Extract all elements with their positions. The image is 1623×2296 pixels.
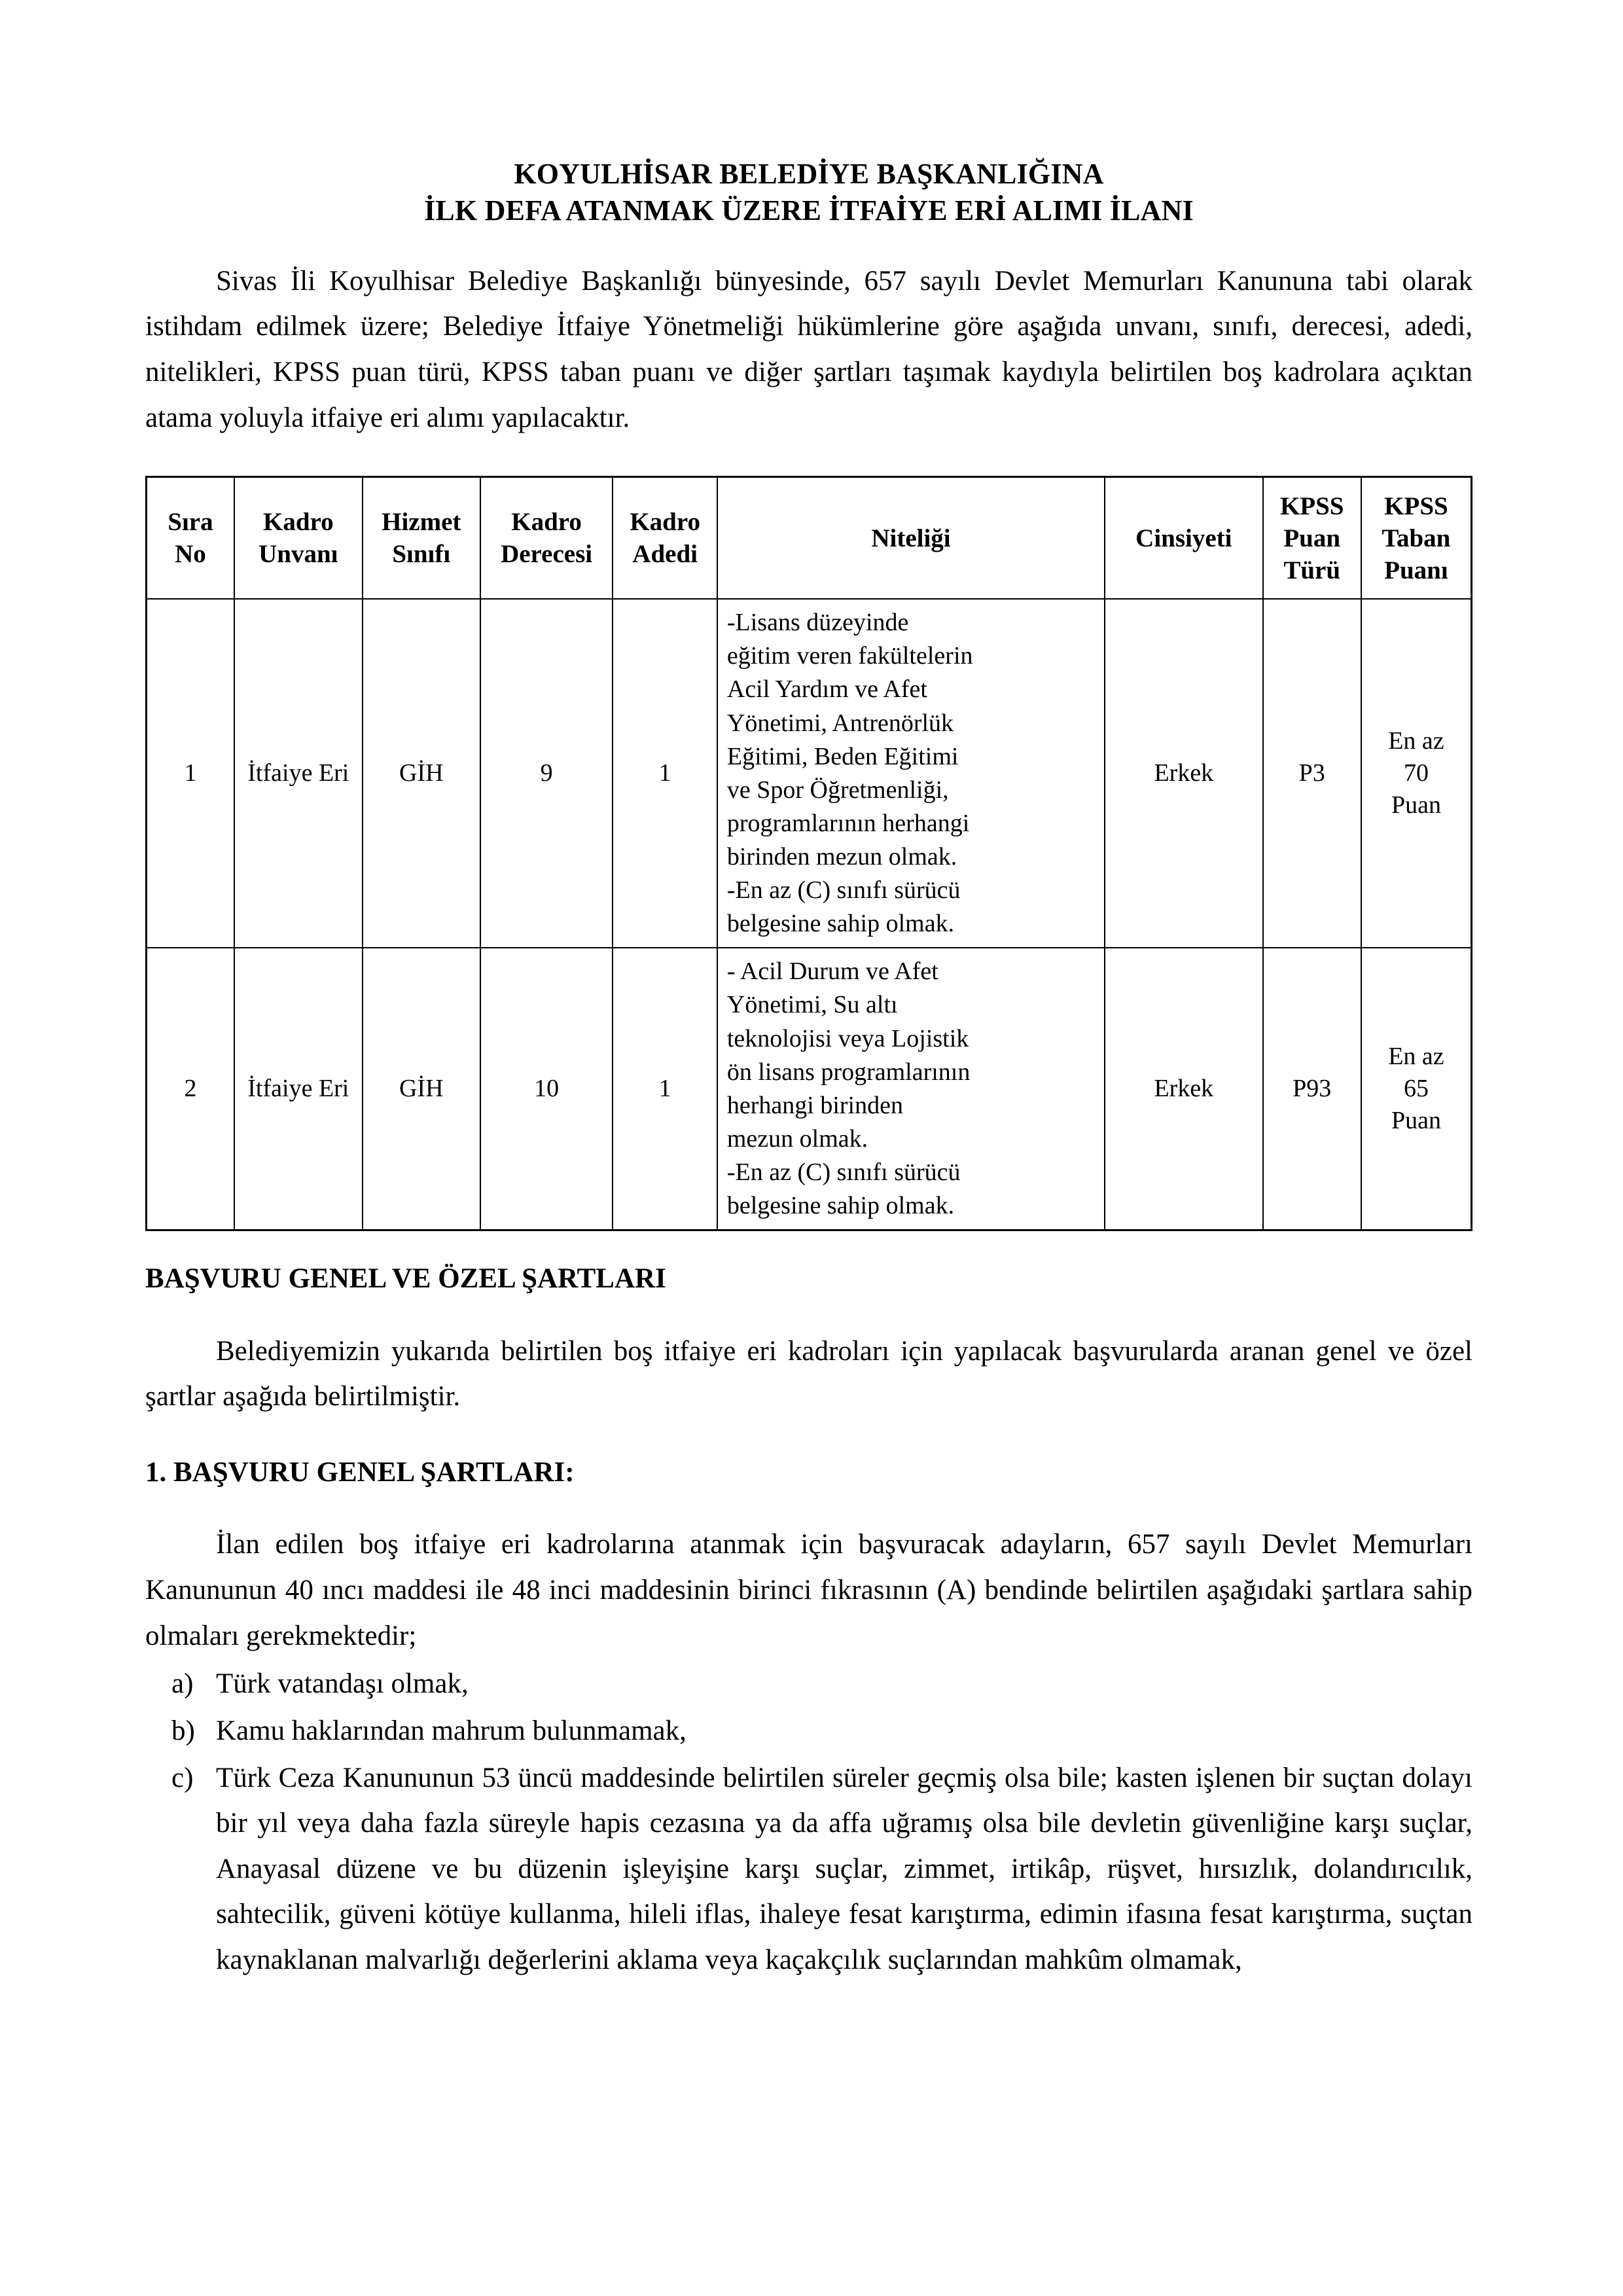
intro-paragraph: Sivas İli Koyulhisar Belediye Başkanlığı bünyesinde, 657 sayılı Devlet Memurları Kanununa tabi olarak istihdam edilmek üzere; Belediye İtfaiye Yönetmeliği hükümlerine göre aşağıda unvanı, sınıfı, derecesi, adedi, nitelikleri, KPSS puan türü, KPSS taban puanı ve diğer şartları taşımak kaydıyla belirtilen boş kadrolara açıktan atama yoluyla itfaiye eri alımı yapılacaktır. xyxy=(145,265,1472,433)
col-header-kpss-puan-turu: KPSS Puan Türü xyxy=(1263,477,1361,600)
list-item xyxy=(145,1755,1472,1983)
list-item-text: Türk vatandaşı olmak, xyxy=(216,1668,469,1700)
title-line-1: KOYULHİSAR BELEDİYE BAŞKANLIĞINA xyxy=(514,158,1104,190)
cell-kadro-unvani: İtfaiye Eri xyxy=(234,948,363,1230)
kadro-table xyxy=(145,476,1472,1231)
cell-sira-no: 1 xyxy=(147,599,234,948)
col-header-kadro-unvani: Kadro Unvanı xyxy=(234,477,363,600)
col-header-cinsiyeti: Cinsiyeti xyxy=(1105,477,1262,600)
table-header xyxy=(147,477,1472,600)
cell-kadro-adedi: 1 xyxy=(613,599,717,948)
list-item xyxy=(145,1661,1472,1707)
list-item-marker: a) xyxy=(171,1668,194,1700)
page-title xyxy=(145,156,1472,230)
cell-kpss-puan-turu: P93 xyxy=(1263,948,1361,1230)
cell-cinsiyeti: Erkek xyxy=(1105,599,1262,948)
col-header-hizmet-sinifi: Hizmet Sınıfı xyxy=(363,477,480,600)
table-row xyxy=(147,599,1472,948)
cell-kadro-adedi: 1 xyxy=(613,948,717,1230)
cell-kpss-taban-puani: En az 65 Puan xyxy=(1361,948,1472,1230)
section-heading-basvuru-genel: 1. BAŞVURU GENEL ŞARTLARI: xyxy=(145,1456,575,1488)
cell-niteligi: - Acil Durum ve Afet Yönetimi, Su altı teknolojisi veya Lojistik ön lisans programlarının herhangi birinden mezun olmak. -En az (C) sınıfı sürücü belgesine sahip olmak. xyxy=(717,948,1105,1230)
cell-hizmet-sinifi: GİH xyxy=(363,599,480,948)
genel-sartlar-list xyxy=(145,1661,1472,1983)
cell-cinsiyeti: Erkek xyxy=(1105,948,1262,1230)
col-header-niteligi: Niteliği xyxy=(717,477,1105,600)
cell-hizmet-sinifi: GİH xyxy=(363,948,480,1230)
cell-kadro-derecesi: 9 xyxy=(480,599,613,948)
list-item-text: Kamu haklarından mahrum bulunmamak, xyxy=(216,1715,687,1746)
paragraph-basvuru-genel: İlan edilen boş itfaiye eri kadrolarına atanmak için başvuracak adayların, 657 sayılı Devlet Memurları Kanununun 40 ıncı maddesi ile 48 inci maddesinin birinci fıkrasının (A) bendinde belirtilen aşağıdaki şartlara sahip olmaları gerekmektedir; xyxy=(145,1529,1472,1651)
cell-kpss-taban-puani: En az 70 Puan xyxy=(1361,599,1472,948)
table-header-row xyxy=(147,477,1472,600)
cell-sira-no: 2 xyxy=(147,948,234,1230)
table-body xyxy=(147,599,1472,1230)
col-header-sira-no: Sıra No xyxy=(147,477,234,600)
list-item xyxy=(145,1708,1472,1754)
cell-niteligi: -Lisans düzeyinde eğitim veren fakültelerin Acil Yardım ve Afet Yönetimi, Antrenörlük Eğitimi, Beden Eğitimi ve Spor Öğretmenliği, programlarının herhangi birinden mezun olmak. -En az (C) sınıfı sürücü belgesine sahip olmak. xyxy=(717,599,1105,948)
col-header-kadro-adedi: Kadro Adedi xyxy=(613,477,717,600)
list-item-text: Türk Ceza Kanununun 53 üncü maddesinde belirtilen süreler geçmiş olsa bile; kasten işlenen bir suçtan dolayı bir yıl veya daha fazla süreyle hapis cezasına ya da affa uğramış olsa bile devletin güvenliğine karşı suçlar, Anayasal düzene ve bu düzenin işleyişine karşı suçlar, zimmet, irtikâp, rüşvet, hırsızlık, dolandırıcılık, sahtecilik, güveni kötüye kullanma, hileli iflas, ihaleye fesat karıştırma, edimin ifasına fesat karıştırma, suçtan kaynaklanan malvarlığı değerlerini aklama veya kaçakçılık suçlarından mahkûm olmamak, xyxy=(216,1762,1472,1976)
cell-kadro-derecesi: 10 xyxy=(480,948,613,1230)
col-header-kadro-derecesi: Kadro Derecesi xyxy=(480,477,613,600)
cell-kadro-unvani: İtfaiye Eri xyxy=(234,599,363,948)
list-item-marker: b) xyxy=(171,1715,195,1746)
table-row xyxy=(147,948,1472,1230)
col-header-kpss-taban-puani: KPSS Taban Puanı xyxy=(1361,477,1472,600)
section-heading-basvuru-genel-ozel: BAŞVURU GENEL VE ÖZEL ŞARTLARI xyxy=(145,1263,666,1295)
list-item-marker: c) xyxy=(171,1762,194,1793)
title-line-2: İLK DEFA ATANMAK ÜZERE İTFAİYE ERİ ALIMI İLANI xyxy=(424,194,1194,227)
cell-kpss-puan-turu: P3 xyxy=(1263,599,1361,948)
paragraph-basvuru-genel-ozel: Belediyemizin yukarıda belirtilen boş itfaiye eri kadroları için yapılacak başvurularda aranan genel ve özel şartlar aşağıda belirtilmiştir. xyxy=(145,1335,1472,1412)
